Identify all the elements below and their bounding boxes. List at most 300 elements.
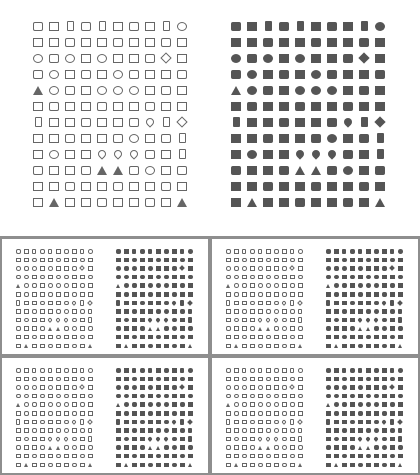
wheel-icon xyxy=(124,437,129,442)
icon-cell xyxy=(272,316,280,325)
thumbnail-sheet-4[interactable] xyxy=(212,358,418,473)
eiffel-icon xyxy=(295,166,305,175)
icon-cell xyxy=(170,383,178,392)
camera-icon xyxy=(266,249,271,254)
icon-cell xyxy=(138,342,146,351)
campfire-icon xyxy=(231,198,241,207)
camera-icon xyxy=(266,368,271,373)
smile-icon xyxy=(156,402,161,407)
cabinet-icon xyxy=(334,420,339,425)
arrows-icon xyxy=(398,385,403,390)
icon-cell xyxy=(356,299,364,308)
building-icon xyxy=(24,454,29,459)
eiffel-icon xyxy=(148,446,152,450)
wheel-icon xyxy=(234,437,239,442)
icon-cell xyxy=(380,452,388,461)
apartment-icon xyxy=(132,326,137,331)
thumbnail-sheet-2[interactable] xyxy=(212,239,418,354)
atm-icon xyxy=(16,428,21,433)
icon-cell xyxy=(14,435,22,444)
play-icon xyxy=(226,394,231,399)
icon-cell xyxy=(138,375,146,384)
train-icon xyxy=(148,335,153,340)
cabinet-icon xyxy=(247,118,257,127)
icon-cell xyxy=(324,400,332,409)
icon-cell xyxy=(94,18,110,34)
icon-cell xyxy=(162,366,170,375)
camera-icon xyxy=(366,368,371,373)
ship-icon xyxy=(274,445,279,450)
cup-icon xyxy=(326,292,331,297)
lightbulb-icon xyxy=(382,266,387,271)
smile-icon xyxy=(266,402,271,407)
icon-cell xyxy=(154,392,162,401)
icon-cell xyxy=(14,409,22,418)
pencil-icon xyxy=(334,266,339,271)
camera-icon xyxy=(97,38,107,47)
bluetooth-icon xyxy=(40,266,45,271)
icon-cell xyxy=(62,264,70,273)
ticket-icon xyxy=(64,301,69,306)
music-icon xyxy=(40,394,45,399)
calendar-icon xyxy=(342,411,347,416)
volume-icon xyxy=(390,394,395,399)
ticket-icon xyxy=(374,420,379,425)
icon-cell xyxy=(264,264,272,273)
church-icon xyxy=(342,454,347,459)
icon-cell xyxy=(170,461,178,470)
icon-cell xyxy=(264,461,272,470)
icon-cell xyxy=(114,264,122,273)
circle-icon xyxy=(226,266,231,271)
icon-cell xyxy=(340,98,356,114)
briefcase-icon xyxy=(48,301,53,306)
icon-cell xyxy=(78,375,86,384)
icon-cell xyxy=(130,333,138,342)
icon-cell xyxy=(388,418,396,427)
person-icon xyxy=(266,454,271,459)
church-icon xyxy=(32,454,37,459)
eiffel-icon xyxy=(148,327,152,331)
icon-cell xyxy=(162,443,170,452)
settings-icon xyxy=(258,266,263,271)
lightbulb-icon xyxy=(172,266,177,271)
icon-cell xyxy=(170,299,178,308)
rain-icon xyxy=(382,292,387,297)
icon-cell xyxy=(396,400,404,409)
chat-icon xyxy=(64,368,69,373)
church-icon xyxy=(132,454,137,459)
pause-icon xyxy=(290,258,295,263)
mute-icon xyxy=(64,275,69,280)
campfire-icon xyxy=(16,463,21,468)
icon-cell xyxy=(178,426,186,435)
icon-cell xyxy=(138,418,146,427)
flag-icon xyxy=(231,86,241,95)
icon-cell xyxy=(78,400,86,409)
icon-cell xyxy=(122,290,130,299)
smile-icon xyxy=(266,283,271,288)
pin-icon xyxy=(310,148,321,159)
icon-cell xyxy=(110,34,126,50)
icon-cell xyxy=(62,375,70,384)
map-icon xyxy=(49,166,59,175)
stop-icon xyxy=(343,38,353,47)
icon-cell xyxy=(280,461,288,470)
pause-icon xyxy=(290,377,295,382)
music-note-icon xyxy=(140,283,145,288)
eye-icon xyxy=(266,385,271,390)
pencil-icon xyxy=(358,411,363,416)
icon-cell xyxy=(364,392,372,401)
icon-cell xyxy=(324,409,332,418)
newspaper-icon xyxy=(398,309,402,315)
icon-cell xyxy=(138,299,146,308)
icon-cell xyxy=(178,256,186,265)
icon-cell xyxy=(348,375,356,384)
icon-cell xyxy=(224,461,232,470)
icon-cell xyxy=(158,18,174,34)
thumbnail-sheet-3[interactable] xyxy=(2,358,208,473)
sun-icon xyxy=(234,283,239,288)
hotel-icon xyxy=(382,335,387,340)
magic-icon xyxy=(79,266,85,272)
icon-cell xyxy=(114,383,122,392)
icon-cell xyxy=(46,418,54,427)
map-icon xyxy=(124,445,129,450)
icon-cell xyxy=(110,98,126,114)
beach-icon xyxy=(343,198,353,207)
ticket-icon xyxy=(374,301,379,306)
icon-cell xyxy=(54,418,62,427)
icon-cell xyxy=(142,82,158,98)
pen-icon xyxy=(263,86,273,95)
icon-cell xyxy=(70,307,78,316)
building-icon xyxy=(124,335,129,340)
credit-card-icon xyxy=(242,437,247,442)
icon-cell xyxy=(396,452,404,461)
keypad-icon xyxy=(382,249,387,254)
chat-icon xyxy=(274,368,279,373)
icon-cell xyxy=(324,273,332,282)
icon-cell xyxy=(46,392,54,401)
icon-cell xyxy=(154,273,162,282)
icon-cell xyxy=(224,452,232,461)
calendar-icon xyxy=(188,411,193,416)
eye-icon xyxy=(311,54,321,63)
train-icon xyxy=(358,335,363,340)
icon-cell xyxy=(396,375,404,384)
map-icon xyxy=(247,166,257,175)
beach-icon xyxy=(298,326,303,331)
wallet-icon xyxy=(382,309,387,314)
camera-icon xyxy=(295,38,305,47)
basket-icon xyxy=(366,292,371,297)
icon-cell xyxy=(122,426,130,435)
wheel-icon xyxy=(247,150,257,159)
icon-cell xyxy=(256,409,264,418)
icon-cell xyxy=(146,247,154,256)
briefcase-icon xyxy=(40,420,45,425)
icon-cell xyxy=(224,375,232,384)
icon-cell xyxy=(288,375,296,384)
icon-cell xyxy=(324,461,332,470)
scissors-icon xyxy=(366,420,371,425)
hotel-icon xyxy=(343,182,353,191)
icon-cell xyxy=(388,443,396,452)
apartment-icon xyxy=(242,326,247,331)
icon-cell xyxy=(240,273,248,282)
icon-cell xyxy=(86,342,94,351)
person-icon xyxy=(116,437,121,442)
icon-cell xyxy=(332,400,340,409)
document-icon xyxy=(148,249,152,255)
calculator-icon xyxy=(226,419,230,425)
credit-card-icon xyxy=(65,150,75,159)
document-icon xyxy=(32,368,36,374)
flag-icon xyxy=(33,86,43,95)
calendar-icon xyxy=(49,102,59,111)
icon-cell xyxy=(70,443,78,452)
bank-icon xyxy=(80,309,85,314)
icon-cell xyxy=(380,383,388,392)
beach-icon xyxy=(382,344,387,349)
cabinet-icon xyxy=(124,301,129,306)
icon-cell xyxy=(114,375,122,384)
mute-icon xyxy=(327,70,337,79)
icon-cell xyxy=(14,256,22,265)
film-icon xyxy=(263,38,273,47)
icon-cell xyxy=(122,400,130,409)
eiffel-icon xyxy=(258,327,262,331)
campfire-icon xyxy=(116,463,121,468)
bag-icon xyxy=(350,428,355,433)
calendar-icon xyxy=(274,411,279,416)
icon-cell xyxy=(248,461,256,470)
icon-cell xyxy=(296,418,304,427)
icon-cell xyxy=(86,299,94,308)
icon-cell xyxy=(178,366,186,375)
gas-icon xyxy=(350,326,355,331)
person-icon xyxy=(326,454,331,459)
icon-cell xyxy=(126,178,142,194)
icon-cell xyxy=(396,307,404,316)
icon-cell xyxy=(228,66,244,82)
tripod-icon xyxy=(80,445,85,450)
tent-icon xyxy=(49,198,59,207)
volume-icon xyxy=(290,394,295,399)
icon-cell xyxy=(178,333,186,342)
magic-icon xyxy=(358,52,369,63)
rain-icon xyxy=(145,102,155,111)
briefcase-icon xyxy=(290,292,295,297)
icon-cell xyxy=(122,366,130,375)
icon-cell xyxy=(264,426,272,435)
ticket-icon xyxy=(164,420,169,425)
icon-cell xyxy=(178,443,186,452)
icon-cell xyxy=(332,256,340,265)
icon-cell xyxy=(122,324,130,333)
bath-icon xyxy=(56,463,61,468)
icon-cell xyxy=(288,307,296,316)
rewind-icon xyxy=(234,258,239,263)
eject-icon xyxy=(327,38,337,47)
speaker-icon xyxy=(382,394,387,399)
icon-cell xyxy=(154,383,162,392)
map-icon xyxy=(24,445,29,450)
toilet-icon xyxy=(258,344,263,349)
volume-icon xyxy=(188,283,193,288)
bolt-icon xyxy=(327,54,337,63)
icon-cell xyxy=(86,316,94,325)
wallet-icon xyxy=(145,134,155,143)
icon-cell xyxy=(30,194,46,210)
icon-cell xyxy=(272,461,280,470)
icon-cell xyxy=(126,34,142,50)
icon-cell xyxy=(264,333,272,342)
icon-cell xyxy=(174,162,190,178)
icon-cell xyxy=(388,409,396,418)
icon-cell xyxy=(122,443,130,452)
icon-cell xyxy=(22,264,30,273)
icon-cell xyxy=(46,452,54,461)
icon-cell xyxy=(154,247,162,256)
icon-cell xyxy=(130,452,138,461)
bed-icon xyxy=(129,198,139,207)
icon-cell xyxy=(264,290,272,299)
wallet-icon xyxy=(72,309,77,314)
shopping-icon xyxy=(171,419,177,425)
volume-icon xyxy=(390,275,395,280)
icon-cell xyxy=(130,418,138,427)
pin-icon xyxy=(128,148,139,159)
icon-cell xyxy=(186,392,194,401)
camera-icon xyxy=(148,258,153,263)
icon-cell xyxy=(22,426,30,435)
bed-icon xyxy=(274,344,279,349)
icon-cell xyxy=(232,435,240,444)
scissors-icon xyxy=(311,118,321,127)
icon-cell xyxy=(146,307,154,316)
icon-cell xyxy=(256,435,264,444)
icon-cell xyxy=(224,409,232,418)
chat-icon xyxy=(374,368,379,373)
icon-cell xyxy=(396,409,404,418)
icon-cell xyxy=(46,34,62,50)
icon-cell xyxy=(388,366,396,375)
icon-cell xyxy=(272,426,280,435)
icon-cell xyxy=(142,194,158,210)
rain-icon xyxy=(172,292,177,297)
icon-cell xyxy=(372,34,388,50)
thumbnail-sheet-1[interactable] xyxy=(2,239,208,354)
icon-cell xyxy=(244,178,260,194)
icon-cell xyxy=(332,418,340,427)
icon-cell xyxy=(296,307,304,316)
beach-icon xyxy=(382,463,387,468)
icon-cell xyxy=(396,333,404,342)
trophy-icon xyxy=(390,344,395,349)
icon-cell xyxy=(380,443,388,452)
circle-icon xyxy=(16,266,21,271)
icon-cell xyxy=(276,194,292,210)
icon-cell xyxy=(78,146,94,162)
document-icon xyxy=(148,368,152,374)
rewind-icon xyxy=(311,38,321,47)
icon-cell xyxy=(240,443,248,452)
icon-cell xyxy=(348,299,356,308)
icon-cell xyxy=(244,34,260,50)
icon-cell xyxy=(62,409,70,418)
backpack-icon xyxy=(263,198,273,207)
cabinet-icon xyxy=(234,301,239,306)
crop-icon xyxy=(116,368,121,373)
pin-icon xyxy=(47,317,53,323)
icon-cell xyxy=(14,247,22,256)
speaker-icon xyxy=(172,402,177,407)
tent-icon xyxy=(124,344,128,348)
scissors-icon xyxy=(56,301,61,306)
camera-icon xyxy=(258,377,263,382)
sun-icon xyxy=(49,86,59,95)
icon-cell xyxy=(62,299,70,308)
icon-cell xyxy=(388,247,396,256)
icon-cell xyxy=(240,324,248,333)
icon-cell xyxy=(122,247,130,256)
icon-cell xyxy=(364,375,372,384)
icon-cell xyxy=(280,264,288,273)
pencil-icon xyxy=(234,385,239,390)
tree-icon xyxy=(266,327,270,331)
hotel-icon xyxy=(327,182,337,191)
calendar-icon xyxy=(177,102,187,111)
icon-cell xyxy=(78,18,94,34)
document-icon xyxy=(242,368,246,374)
icon-cell xyxy=(224,316,232,325)
calendar-icon xyxy=(65,102,75,111)
icon-cell xyxy=(356,342,364,351)
icon-cell xyxy=(356,256,364,265)
calendar-icon xyxy=(132,411,137,416)
magic-icon xyxy=(389,385,395,391)
basket-icon xyxy=(266,411,271,416)
icon-cell xyxy=(30,34,46,50)
icon-cell xyxy=(170,400,178,409)
icon-cell xyxy=(232,333,240,342)
thumbnail-outline-icon-grid xyxy=(224,366,304,469)
camera-icon xyxy=(366,249,371,254)
icon-cell xyxy=(240,409,248,418)
icon-cell xyxy=(248,333,256,342)
speaker-icon xyxy=(382,283,387,288)
cart-icon xyxy=(56,309,61,314)
icon-cell xyxy=(380,324,388,333)
pin-icon xyxy=(365,436,371,442)
icon-cell xyxy=(178,375,186,384)
mute-icon xyxy=(374,275,379,280)
layers-icon xyxy=(32,275,37,280)
icon-cell xyxy=(62,452,70,461)
camera-icon xyxy=(56,368,61,373)
phone-icon xyxy=(361,21,368,31)
circle-check-icon xyxy=(88,249,93,254)
eject-icon xyxy=(274,258,279,263)
icon-cell xyxy=(388,316,396,325)
icon-cell xyxy=(280,333,288,342)
hotel-icon xyxy=(398,335,403,340)
briefcase-icon xyxy=(295,118,305,127)
credit-card-icon xyxy=(132,318,137,323)
